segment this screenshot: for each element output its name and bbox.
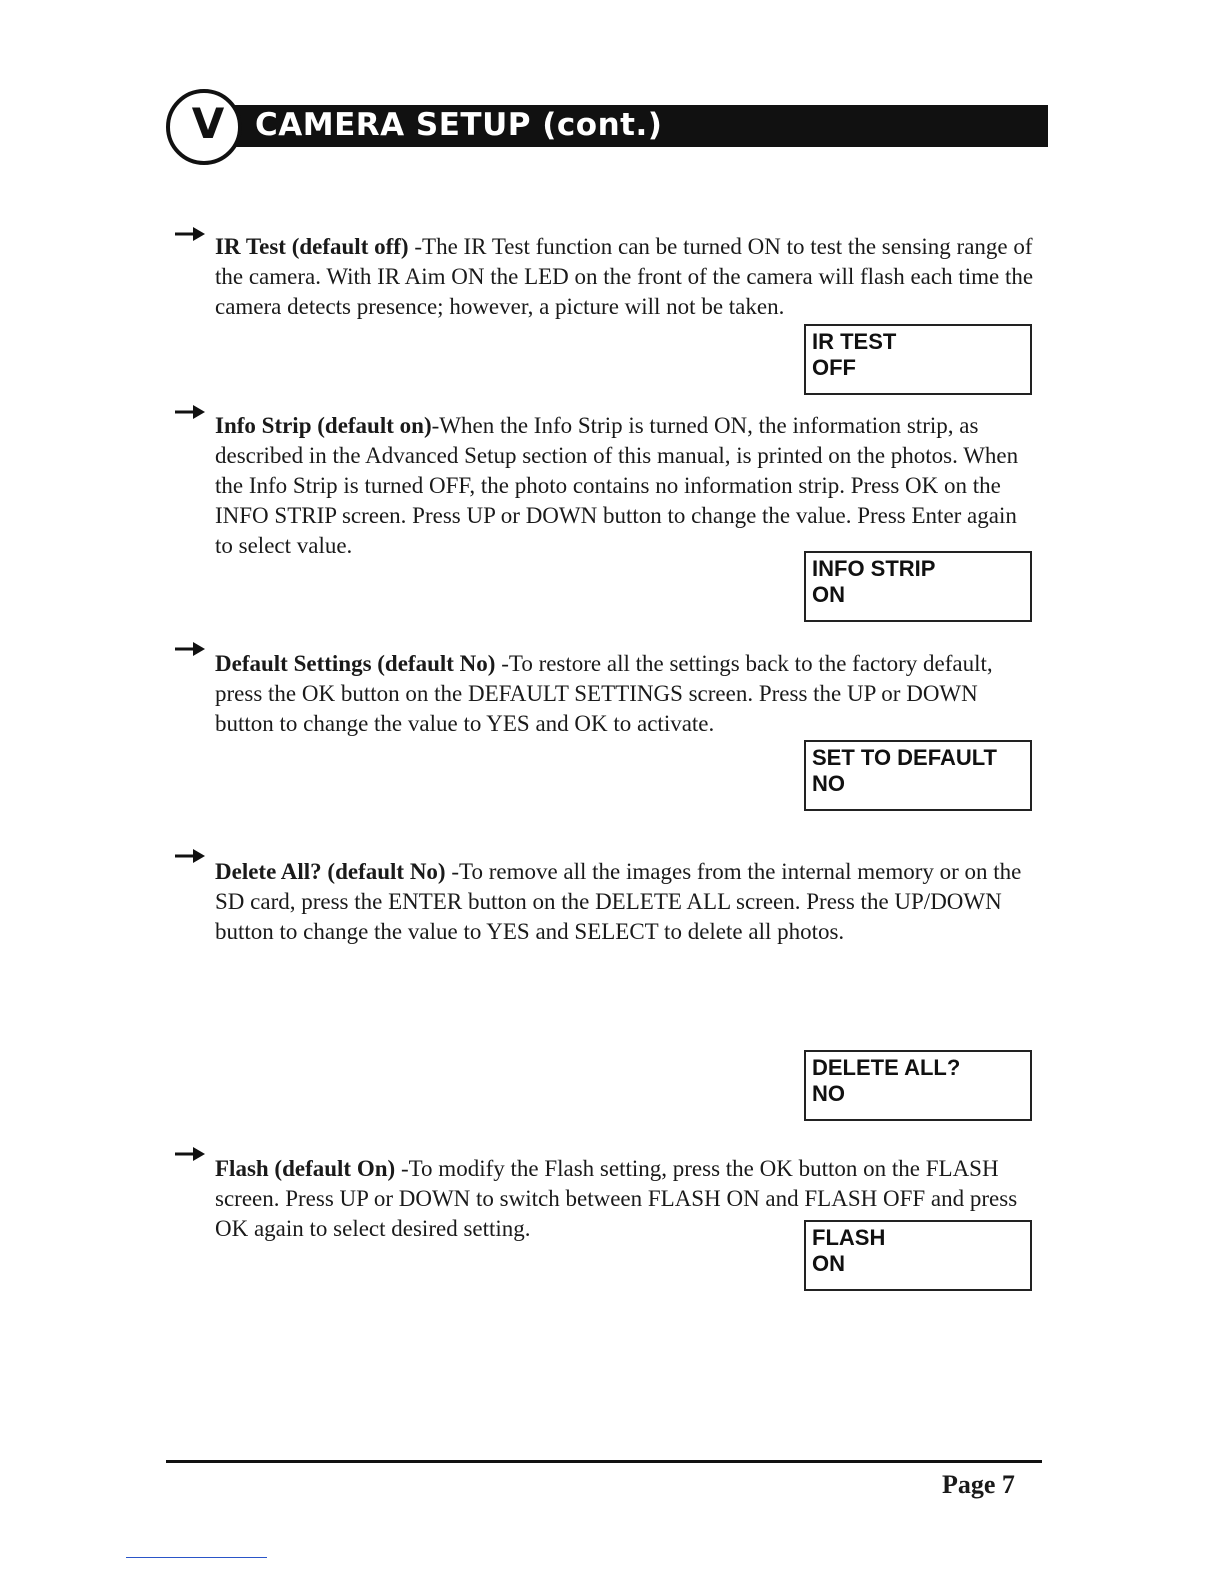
arrow-right-icon — [175, 224, 205, 244]
page-number: Page 7 — [942, 1470, 1015, 1499]
lcd-screen-flash — [804, 1220, 1032, 1291]
bottom-link-underline — [126, 1557, 267, 1558]
setting-description — [215, 857, 1035, 947]
setting-label: Info Strip (default on) — [215, 413, 432, 438]
lcd-screen-default-settings — [804, 740, 1032, 811]
lcd-screen-ir-test — [804, 324, 1032, 395]
setting-label: IR Test (default off) — [215, 234, 409, 259]
separator: - — [431, 413, 440, 438]
lcd-screen-delete-all — [804, 1050, 1032, 1121]
screen-line-value: NO — [812, 771, 845, 796]
screen-line-title: INFO STRIP — [812, 556, 936, 581]
screen-line-title: FLASH — [812, 1225, 886, 1250]
setting-text: To modify the Flash setting, press the OK button on the FLASH screen. Press UP or DOWN to switch between FLASH ON and FLASH OFF and press OK again to select desired setting. — [215, 1156, 1018, 1241]
arrow-right-icon — [175, 846, 205, 866]
screen-line-value: ON — [812, 582, 845, 607]
separator: - — [495, 651, 509, 676]
arrow-right-icon — [175, 402, 205, 422]
separator: - — [408, 234, 423, 259]
screen-line-value: OFF — [812, 355, 856, 380]
section-letter: V — [191, 99, 225, 148]
setting-text: When the Info Strip is turned ON, the information strip, as described in the Advanced Setup section of this manual, is printed on the photos. When the Info Strip is turned OFF, the photo contains no information strip. Press OK on the INFO STRIP screen. Press UP or DOWN button to change the value. Press Enter again to select value. — [215, 413, 1019, 558]
arrow-right-icon — [175, 1144, 205, 1164]
separator: - — [395, 1156, 409, 1181]
lcd-screen-info-strip — [804, 551, 1032, 622]
screen-line-value: ON — [812, 1251, 845, 1276]
setting-text: To restore all the settings back to the factory default, press the OK button on the DEFAULT SETTINGS screen. Press the UP or DOWN button to change the value to YES and OK to activate. — [215, 651, 993, 736]
section-number-badge — [166, 89, 242, 165]
separator: - — [445, 859, 460, 884]
arrow-right-icon — [175, 639, 205, 659]
setting-description — [215, 232, 1035, 322]
setting-text: To remove all the images from the internal memory or on the SD card, press the ENTER button on the DELETE ALL screen. Press the UP/DOWN button to change the value to YES and SELECT to delete all photos. — [215, 859, 1022, 944]
screen-line-title: DELETE ALL? — [812, 1055, 961, 1080]
screen-line-value: NO — [812, 1081, 845, 1106]
setting-text: The IR Test function can be turned ON to test the sensing range of the camera. With IR Aim ON the LED on the front of the camera will flash each time the camera detects presence; however, a picture will not be taken. — [215, 234, 1034, 319]
setting-label: Delete All? (default No) — [215, 859, 446, 884]
footer-rule — [166, 1460, 1042, 1463]
setting-description — [215, 649, 1035, 739]
screen-line-title: IR TEST — [812, 329, 897, 354]
screen-line-title: SET TO DEFAULT — [812, 745, 997, 770]
setting-description — [215, 411, 1035, 561]
page-title: CAMERA SETUP (cont.) — [255, 107, 663, 143]
setting-label: Flash (default On) — [215, 1156, 396, 1181]
setting-label: Default Settings (default No) — [215, 651, 496, 676]
section-header — [163, 86, 1053, 166]
